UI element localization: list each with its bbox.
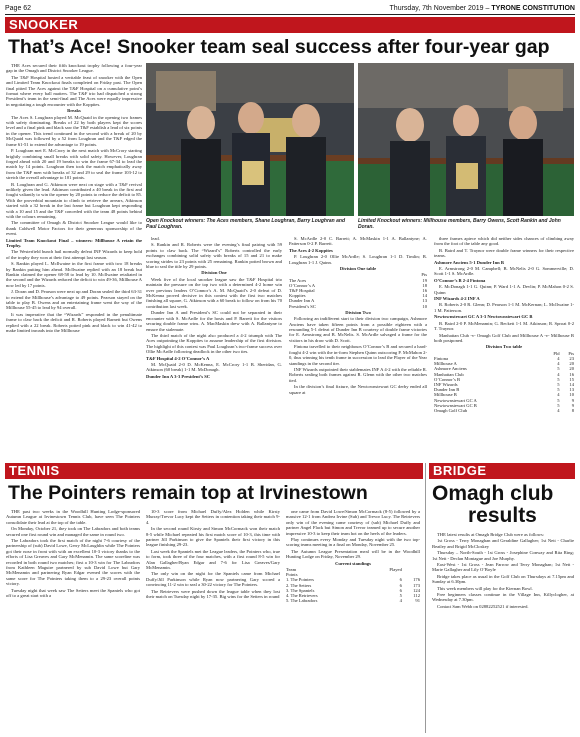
- paragraph: one came from David Lowe/Simon McCormack (8-5) followed by a massive 12-1 from Andrea Irvine (Sub) and Trevor Lucy. The Retrievers only win of the evening came courtesy of (sub) Michael Duffy and partner Angel Flack but Simon and Trevor teamed up to secure another impressive 10-3 to keep their team hot on the heels of the leaders.: [286, 509, 420, 536]
- table-cell-value: 16: [422, 288, 427, 294]
- paragraph: The Aces S. Loughran played M. McQuaid in the opening two frames with safety dominating. Breaks of 22 by both players kept the scores level and a final pink and black saw the T&F establish a lead of six points in the opener. This trend continued in the second with a break of 20 by McQuaid was followed by a 52 from Loughran and the T&F edged the frame 61-51 to extend the advantage to 19 points.: [6, 114, 142, 147]
- paragraph: Dunder Inn A and President’s SC could not be separated in their encounter with S. McArdle for the hosts and P. Barrett for the visitors securing double frame wins. A. MacMaskin drew with A. Ballantyne to ensure the stalemate.: [146, 310, 282, 332]
- table-header-pts: Pts: [421, 272, 427, 278]
- paragraph: Play continues every Monday and Tuesday night with the two top-scoring teams meeting in a final on Monday, November 25.: [286, 537, 420, 548]
- table-cell-value: 4: [557, 407, 560, 413]
- paragraph: B. Loughran and G. Atkinson were next on stage with a T&F revival unlikely given the lead. Atkinson contributed a 40 break in the first and fought valiantly to win the opener by 20 points to reduce the deficit to 85. With the proverbial mountain to climb to retrieve the arrears, Atkinson started with a 32 break in the last frame but Loughran kept responding with a 10 and 15 and the T&F conceded with the team 48 points behind with the colours remaining.: [6, 181, 142, 219]
- table-cell-value: 5: [399, 593, 402, 599]
- table-cell-value: 20: [569, 361, 574, 367]
- issue-info: Thursday, 7th November 2019 – TYRONE CONSTITUTION: [389, 5, 575, 12]
- division-two-heading: Division Two: [345, 309, 371, 315]
- snooker-column-3: [289, 236, 427, 434]
- table-cell-team: Omagh Golf Club: [434, 407, 468, 413]
- table-cell-value: 20: [569, 366, 574, 372]
- table-cell-value: 14: [569, 381, 574, 387]
- paragraph: E. McDonagh 1-1 G. Quinn; P. Ward 1-1 A. Devlin; P. McMahon 0-2 S. Quinn: [434, 284, 574, 295]
- table-cell-value: 4: [557, 392, 560, 398]
- table-cell-value: 8: [571, 407, 574, 413]
- table-cell-value: 6: [399, 582, 402, 588]
- table-cell-team: 3. The Spaniels: [286, 587, 315, 593]
- paragraph: J. Doran and D. Pearson were next up and Doran sealed the third 63-31 to extend the Millhouse’s advantage to 49 points. Pearson stayed on the table to play B. Owens and an entertaining frame went the way of the Millhouse 55-45 to lead by 94 overall.: [6, 289, 142, 311]
- paragraph: Limited Team Knockout Final – winners: Millhouse A retain the Trophy.: [6, 237, 142, 248]
- paragraph: R. Roberts 2-0 R. Glenn; D. Pearson 1-1 M. McKernan; L. McIlwaine 1-1 M. Patterson.: [434, 302, 574, 313]
- snooker-column-2: [146, 236, 282, 434]
- paragraph: THE latest results at Omagh Bridge Club were as follows:: [437, 532, 545, 537]
- table-cell-value: 13: [569, 387, 574, 393]
- paragraph: S. McArdle 2-0 C. Barrett; A. McMaskin 1-1 A. Ballantyne; A. Patterson 0-2 P. Barrett.: [289, 236, 427, 247]
- paragraph: B. Baird and T. Traynor were double frame winners for their respective teams.: [434, 247, 574, 259]
- table-cell-team: Ashmore Anciens: [434, 366, 467, 372]
- table-cell-team: Newtownstewart GC A: [434, 397, 477, 403]
- table-cell-value: 9: [571, 402, 574, 408]
- paragraph: E. Armstrong 2-0 M. Campbell; B. McNelis 2-0 G. Sommerville; D. Scott 1-1 S. McArdle.: [434, 266, 574, 277]
- table-header-team: Team: [286, 567, 297, 573]
- table-cell-value: 5: [557, 387, 560, 393]
- bridge-headline-line-1: Omagh club: [432, 482, 554, 505]
- table-row: [286, 598, 420, 603]
- snooker-column-4: [434, 236, 574, 434]
- bridge-column: [432, 532, 574, 733]
- paragraph: Dunder Inn A 3-3 President’s SC: [146, 373, 211, 379]
- table-cell-team: 4. The Retrievers: [286, 593, 318, 599]
- table-cell-value: 14: [422, 293, 427, 299]
- paragraph: Newtownstewart GC A 3-3 Newtownstewart GC B: [434, 314, 533, 320]
- paragraph: The T&F Hospital hosted a veritable feast of snooker with the Open and Limited Team Knockout finals completed on Friday past. The Open final pitted The Aces against the T&F Hospital on a cumulative point’s format where every ball matters. The T&F trio had dispatched a strong President’s team in the semi-final and The Aces were equally impressive in negotiating a tough encounter with the Koppites.: [6, 74, 142, 107]
- table-cell-value: 9: [571, 397, 574, 403]
- table-cell-team: T&F Hospital: [289, 288, 315, 294]
- table-cell-value: 5: [557, 366, 560, 372]
- paragraph: The Aces 4-2 Koppites: [289, 247, 333, 253]
- table-cell-value: 4: [557, 371, 560, 377]
- paragraph: It was imperative that the “Wizards” responded in the penultimate frame to claw back the deficit and R. Roberts played Barnett but Owens replied with a 22 break. Roberts potted pink and black to win 41-42 to make limited inroads into the Millhouse: [6, 311, 142, 334]
- paragraph: Manhattan Club -v- Omagh Golf Club and Millhouse A -v- Millhouse B both postponed.: [434, 332, 574, 343]
- standings-title: Current standings: [335, 560, 371, 566]
- photo-aces-image: [146, 63, 354, 216]
- paragraph: Contact Sam Webb on 02882252521 if interested.: [437, 603, 529, 609]
- photo-millhouse-image: [358, 63, 574, 216]
- paragraph: The third match of the night also produced a 4-2 triumph with The Aces outpointing the Koppites to assume leadership of the first division. The highlight of this contest was Paul Loughran’s two-frame success over Ollie McArdle following deadlock in the other two ties.: [146, 332, 282, 355]
- section-band-tennis: [5, 463, 423, 479]
- section-band-snooker: [5, 17, 575, 33]
- table-cell-team: 5. The Labradors: [286, 598, 318, 604]
- division-one-table: [289, 272, 427, 308]
- paragraph: In the second round Kirsty and Simon McCormack won their match 8-5 while Michael repeated his first match score of 10-3, this time with partner Jill Parkinson to give the Spaniels their first victory in this league finishing 29-23.: [146, 526, 280, 548]
- tennis-column-3: [286, 509, 420, 733]
- paragraph: The Labradors took the first match of the night 7-6 courtesy of the partnership of (sub) David Lowe, Gerry McLaughlin while The Pointers got their nose in front with with an excellent 10-3 victory thanks to the efforts of Lisa Greaves and Gary McMenamin. The same scoreline was recorded in both round two matches; first a 10-3 win for The Labradors from Kathleen Maguire partnered by sub David Lowe but Gary McMenamin and partnering Ryan Edgar evened the scores with the same score for The Pointers taking them to a 29-23 overall points victory.: [6, 538, 140, 587]
- paragraph: THE Aces secured their fifth knockout trophy following a four-year gap in the Omagh and District Snooker League.: [6, 63, 142, 74]
- paragraph: P. Loughran met E. McCrory in the next match with McCrory starting brightly combining small breaks with solid safety. However, Loughran forged ahead with 20 and 19 breaks to win the frame 67-34 to lead the match by 14 points. Loughran then took the match emphatically away from the T&F men with breaks of 32 and 29 to seal the frame 103-12 to stretch the overall advantage to 101 points.: [6, 148, 142, 181]
- tennis-column-2: [146, 509, 280, 733]
- division-two-table-title: Division Two table: [485, 344, 523, 350]
- table-cell-value: 124: [413, 587, 420, 593]
- table-cell-team: O’Connor’s A: [289, 282, 316, 288]
- table-cell-value: 4: [557, 355, 560, 361]
- paragraph: 10-3 score from Michael Duffy/Alex Holden while Kirsty Murray/Trevor Lucy kept the Setters in contention taking their match 9-4.: [146, 509, 280, 525]
- section-label: SNOOKER: [9, 17, 79, 32]
- paragraph: On Monday, October 21, they took on The Labradors and both teams secured one first round win and managed the same in round two.: [6, 526, 140, 537]
- paragraph: INF Wizards outpointed their stablemates INF A 4-2 with the reliable R. Roberts sealing both frames against R. Glenn with the other two matches tied.: [289, 366, 427, 383]
- paragraph: S. Rankin and R. Roberts were the evening’s final pairing with 59 points to claw back. The “Wizard’s” Roberts controlled the early exchanges combining solid safety with breaks of 15 and 21 to make scoring strides to 23 points with 25 remaining. Rankin potted brown and blue to seal the title by 29 points.: [146, 242, 282, 270]
- table-cell-value: 5: [557, 402, 560, 408]
- table-cell-team: The Aces: [289, 277, 307, 283]
- paragraph: In the division’s final fixture, the Newtownstewart GC derby ended all square at: [289, 384, 427, 395]
- table-cell-value: 173: [413, 582, 420, 588]
- table-cell-value: 112: [413, 593, 420, 599]
- table-cell-team: Fintona: [434, 355, 449, 361]
- paragraph: 1st Gross - Terry Monaghan and Geraldine Gallagher; 1st Nett - Charlie Beatley and Brigid McCloskey: [432, 538, 574, 549]
- photo-millhouse-team: [358, 63, 574, 216]
- bridge-headline-line-2: results: [468, 504, 537, 527]
- table-row: [289, 304, 427, 309]
- snooker-column-1: [6, 63, 142, 434]
- paragraph: Bridge takes place as usual in the Golf Club on Thursdays at 7.15pm and Sunday at 6.30pm.: [432, 573, 574, 585]
- table-cell-team: Koppites: [289, 293, 306, 299]
- section-band-bridge: [429, 463, 575, 479]
- table-cell-value: 13: [422, 298, 427, 304]
- division-one-table-title: Division One table: [339, 266, 377, 272]
- table-cell-team: 1. The Pointers: [286, 577, 314, 583]
- caption-aces: Open Knockout winners: The Aces members, Shane Loughran, Barry Loughran and Paul Loughran.: [146, 218, 346, 230]
- table-cell-value: 15: [569, 376, 574, 382]
- division-two-table: [434, 351, 574, 413]
- paragraph: Following an indifferent start to their division two campaign, Ashmore Anciens have taken fifteen points from a possible eighteen with a resounding 5-1 defeat of Dunder Inn B courtesy of double frame victories for E. Armstrong and B. McNelis. S. McArdle salvaged a frame for the visitors in his draw with D. Scott.: [289, 316, 427, 343]
- paragraph: O’Connor’s B 2-4 Fintona: [434, 277, 486, 283]
- paragraph: Week five of the local snooker league saw the T&F Hospital trio maintain the pressure on the top two with a determined 4-2 home win over previous leaders O’Connor’s A. M. McQuaid’s 2-0 defeat of D. McKenna proved decisive in this contest with the first two matches finishing all square, G. Atkinson with a 60 break to follow on from his 70 contribution last week.: [146, 276, 282, 309]
- table-header-points: Points: [286, 572, 298, 578]
- table-cell-value: 5: [557, 397, 560, 403]
- paragraph: Ashmore Anciens 5-1 Dunder Inn B: [434, 259, 504, 265]
- section-label: TENNIS: [9, 463, 60, 478]
- table-cell-team: O’Connor’s B: [434, 376, 461, 382]
- caption-millhouse: Limited Knockout winners: Millhouse members, Barry Owens, Scott Rankin and John Doran.: [358, 218, 561, 230]
- table-cell-team: Manhattan Club: [434, 371, 464, 377]
- standings-table: [286, 567, 420, 603]
- paragraph: INF Wizards 4-2 INF A: [434, 296, 480, 302]
- paragraph: Thursday – North-South - 1st Gross - Josephine Conway and Rita Ring; 1st Nett - Declan Montague and Joe Murphy.: [432, 550, 574, 561]
- paragraph: three frames apiece which did neither sides chances of climbing away from the foot of the table any good.: [434, 236, 574, 247]
- paragraph: The Autumn League Presentation meal will be in the Woodhill Hunting Lodge on Friday, November 29.: [286, 548, 420, 560]
- page-number: Page 62: [5, 5, 32, 12]
- table-cell-value: 91: [415, 598, 420, 604]
- table-cell-value: 4: [399, 598, 402, 604]
- table-cell-value: 10: [422, 303, 427, 309]
- paragraph: Division One: [201, 270, 227, 276]
- table-cell-value: 23: [569, 355, 574, 361]
- table-cell-team: Millhouse B: [434, 392, 457, 398]
- table-cell-value: 176: [413, 577, 420, 583]
- paragraph: Free beginners classes continue in the Village Inn, Killyclogher, at Wednesday at 7.30pm.: [432, 592, 574, 603]
- snooker-headline: That’s Ace! Snooker team seal success after four-year gap: [8, 36, 550, 58]
- paragraph: East-West - 1st Gross - Jean Farrow and Terry Monaghan; 1st Nett - Marie Gallagher and Lily O’Boyle: [432, 562, 574, 573]
- page-header: [5, 3, 575, 15]
- column-divider: [425, 463, 426, 733]
- paragraph: B. Baird 2-0 P. McMenamin; G. Beckett 1-1 M. Atkinson; R. Sproat 0-2 T. Traynor.: [434, 320, 574, 332]
- table-cell-team: President’s SC: [289, 303, 316, 309]
- paragraph: This week members will play for the Kiernan Bowl.: [437, 585, 533, 591]
- table-cell-value: 5: [557, 376, 560, 382]
- table-cell-team: Dunder Inn B: [434, 387, 460, 393]
- paragraph: Tuesday night that week saw The Setters meet the Spaniels who got off to a great start with a: [6, 587, 140, 599]
- table-header-pts: Pts: [568, 350, 574, 356]
- table-cell-team: 2. The Setters: [286, 582, 312, 588]
- paragraph: Last week the Spaniels met the League leaders, the Pointers who, true to form, took three of the four matches, with a first round 8-5 win for Alan Gallagher/Ryan Edgar and 7-6 for Lisa Greaves/Gary McMenamin.: [146, 548, 280, 571]
- photo-aces-team: [146, 63, 354, 216]
- table-cell-value: 6: [399, 577, 402, 583]
- table-cell-value: 5: [557, 381, 560, 387]
- paper-name: TYRONE CONSTITUTION: [491, 5, 575, 12]
- table-header-played: Played: [389, 567, 402, 573]
- paragraph: Breaks: [67, 108, 81, 114]
- table-cell-team: INF Wizards: [434, 381, 458, 387]
- paragraph: lead.: [151, 236, 160, 241]
- tennis-headline: The Pointers remain top at Irvinestown: [8, 482, 368, 504]
- table-header-pld: Pld: [553, 350, 560, 356]
- table-cell-value: 19: [422, 277, 427, 283]
- table-cell-team: Newtownstewart GC B: [434, 402, 477, 408]
- paragraph: THE past two weeks in the Woodhill Hunting Lodge-sponsored Autumn League at Irvinestown Tennis Club, have seen The Pointers consolidate their lead at the top of the table.: [6, 509, 140, 525]
- table-cell-value: 6: [399, 587, 402, 593]
- paragraph: The Retrievers were pushed down the league table when they lost their match on Tuesday night by 17-35. Big wins for the Setters in round: [146, 588, 280, 600]
- table-row: [434, 408, 574, 413]
- table-cell-value: 4: [557, 361, 560, 367]
- table-cell-team: Dunder Inn A: [289, 298, 315, 304]
- table-cell-value: 10: [569, 392, 574, 398]
- paragraph: M. McQuaid 2-0 D. McKenna, E. McCrory 1-1 B. Sheridan, G. Atkinson (60 break) 1-1 M. McDonagh.: [146, 361, 282, 373]
- paragraph: Fintona travelled to their neighbours O’Connor’s B and secured a hard-fought 4-2 win with the in-form Stephen Quinn outscoring P. McMahon 2-0, thus winning his tenth frame in succession to lead the Player of the Year standings in the second tier.: [289, 344, 427, 366]
- table-cell-value: 18: [422, 282, 427, 288]
- paragraph: The Westerfield bunch hail normally defeat INF Wizards to keep hold of the trophy they won at their first attempt last season.: [6, 249, 142, 260]
- table-cell-value: 16: [569, 371, 574, 377]
- table-cell-team: Millhouse A: [434, 361, 457, 367]
- section-label: BRIDGE: [433, 463, 487, 478]
- issue-date: Thursday, 7th November 2019: [389, 5, 484, 12]
- paragraph: The only win on the night for the Spaniels came from Michael Duffy/Jill Parkinson while Ryan now partnering Gary scored a convincing 11-2 win to seal a 30-22 victory for The Pointers.: [146, 571, 280, 588]
- tennis-column-1: [6, 509, 140, 733]
- paragraph: T&F Hospital 4-2 O’Connor’s A: [146, 355, 210, 361]
- paragraph: S. Rankin played L. McIlwaine in the first frame with two 18 breaks by Rankin putting him ahead. McIlwaine replied with an 18 break but Rankin claimed the opener 68-58 to lead by 10. McIlwaine retaliated in the second and the Wizards reduced the deficit to win 49-36, Millhouse A now led by 17 points.: [6, 261, 142, 288]
- paragraph: The committee of Omagh & District Snooker League would like to thank Caldwell Motor Factors for their generous sponsorship of the event.: [6, 220, 142, 237]
- paragraph: P. Loughran 2-0 Ollie McArdle; S. Loughran 1-1 D. Timlin; B. Loughran 1-1 J. Quinn.: [289, 254, 427, 265]
